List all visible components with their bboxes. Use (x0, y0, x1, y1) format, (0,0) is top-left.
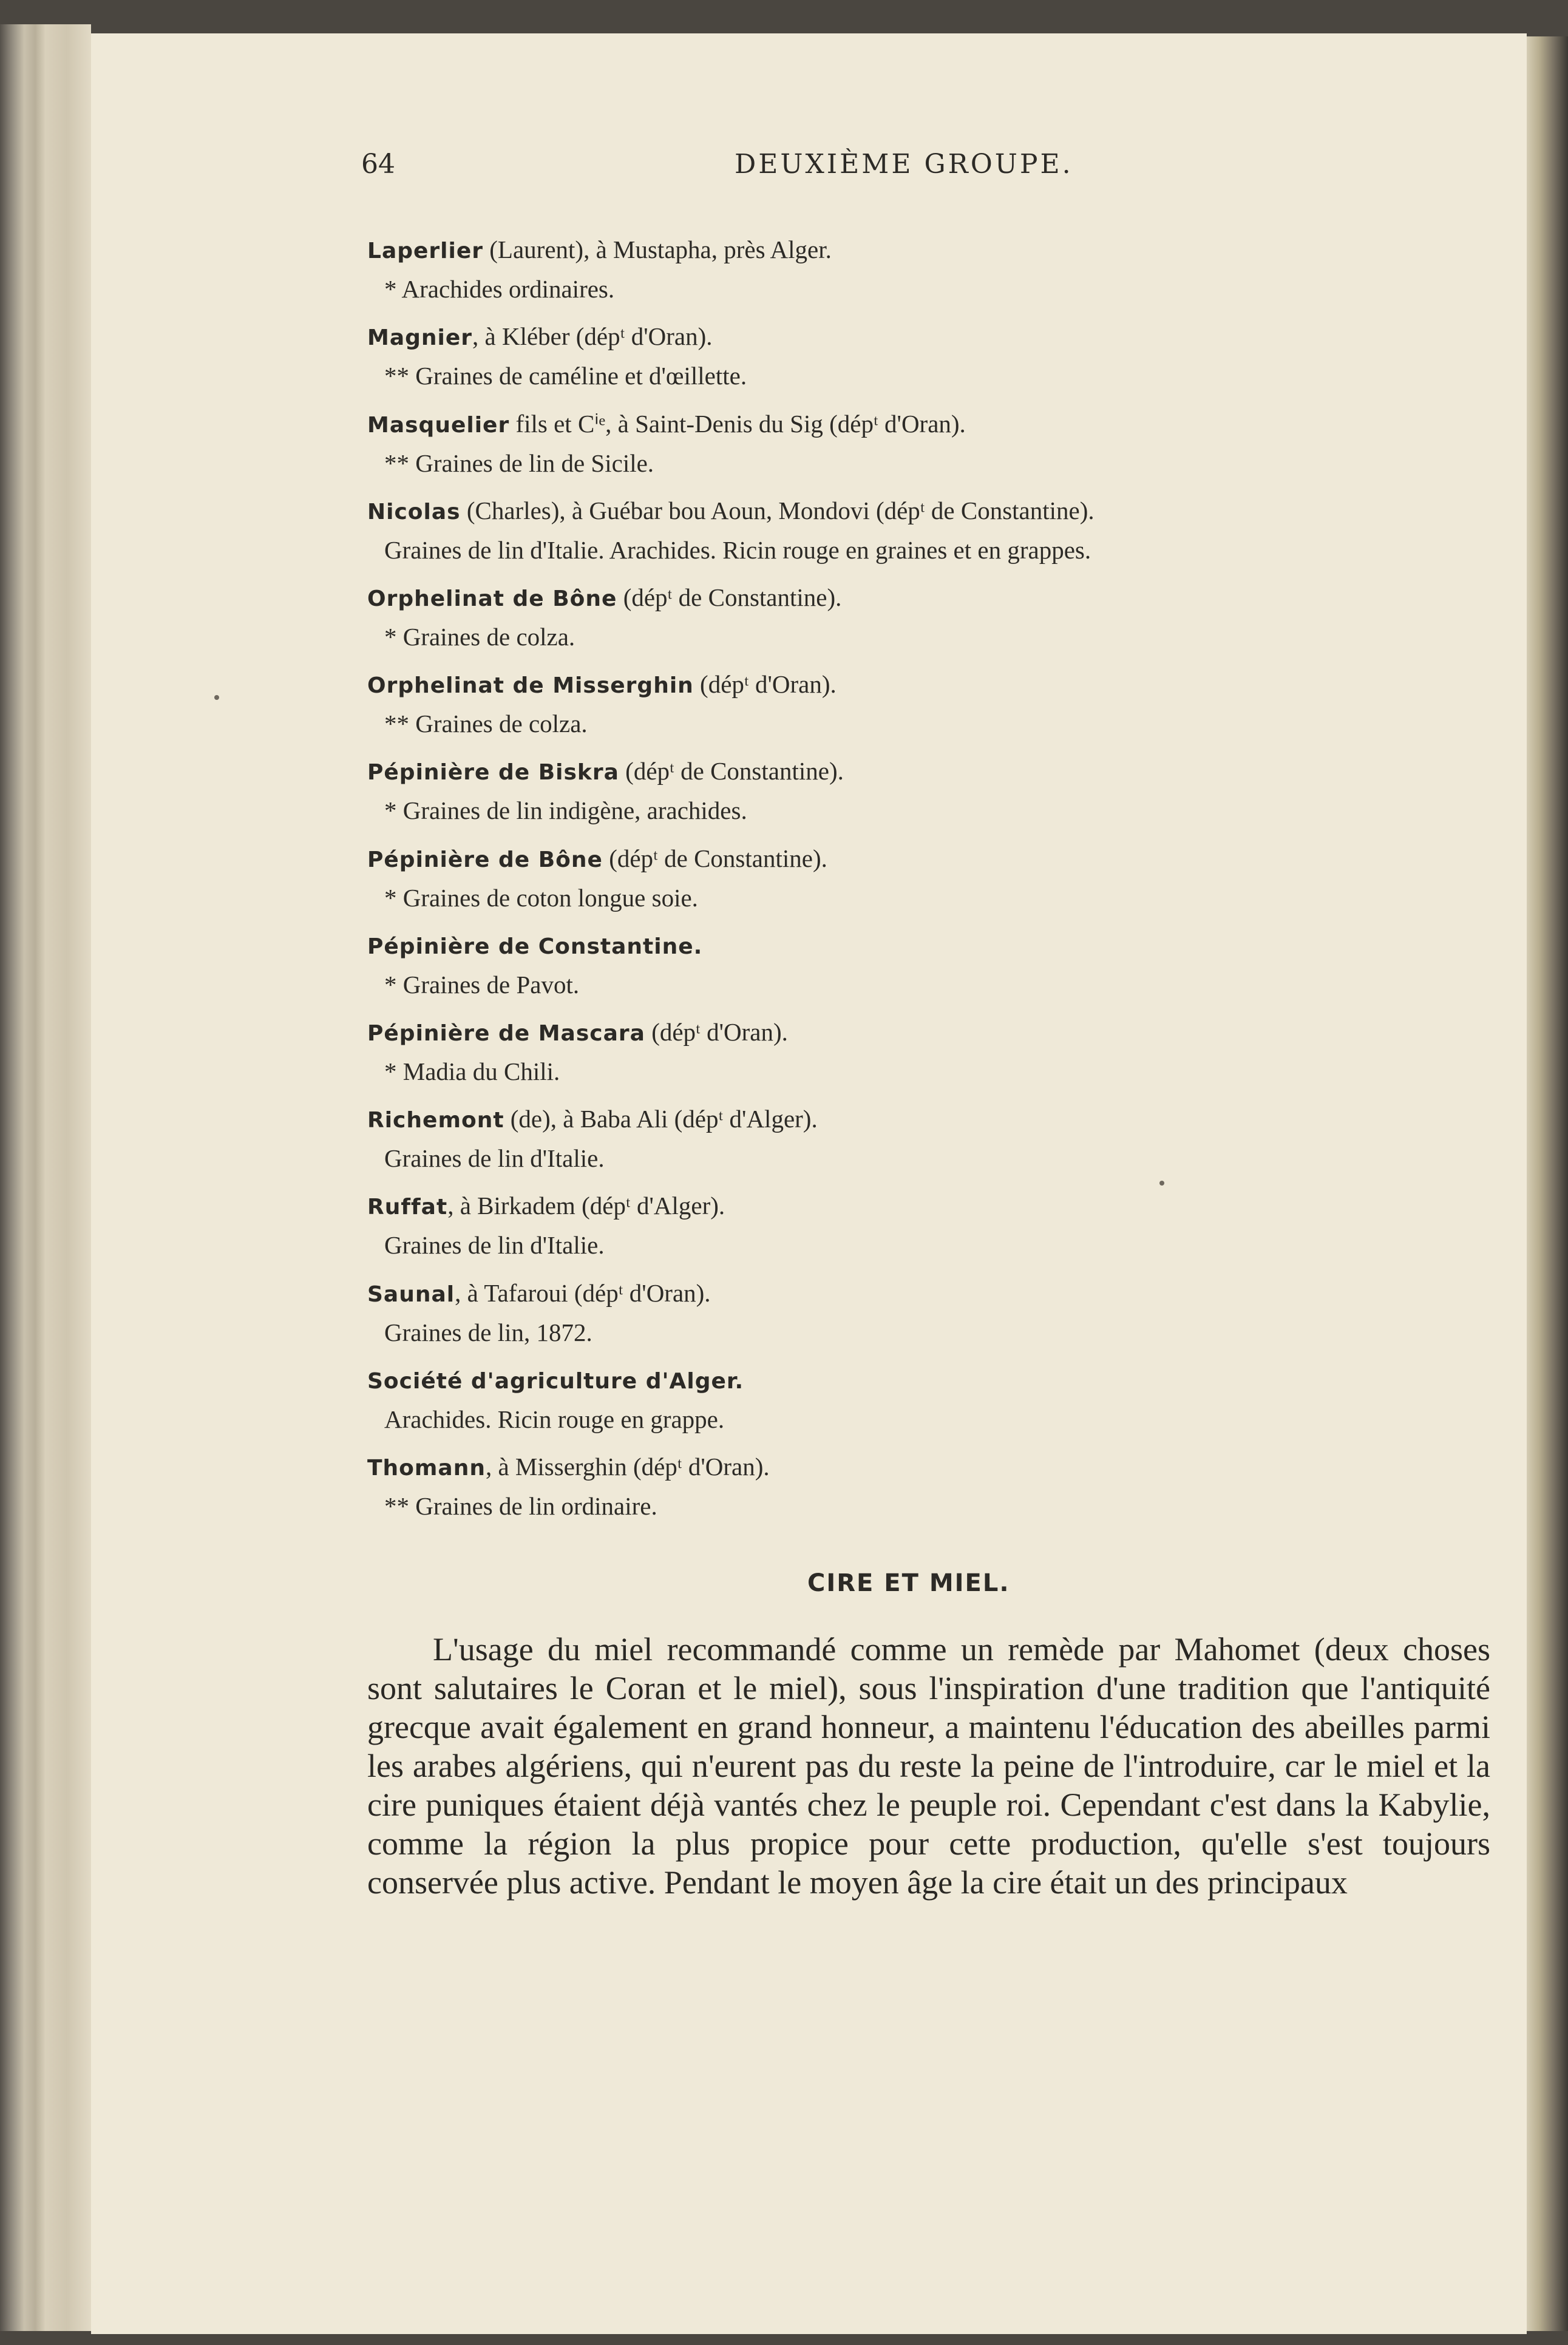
exhibitor-entry (367, 1187, 725, 1264)
exhibit-description: ** Graines de caméline et d'œillette. (384, 362, 747, 390)
exhibitor-name: Pépinière de Biskra (367, 760, 619, 785)
exhibitor-entry (367, 405, 966, 482)
page-edge (1526, 36, 1568, 2331)
exhibitor-name: Nicolas (367, 500, 461, 524)
exhibitor-entry (367, 231, 832, 308)
exhibitor-entry (367, 579, 841, 656)
exhibitor-location: , à Misserghin (dépᵗ d'Oran). (485, 1453, 770, 1481)
exhibitor-location: , à Tafaroui (dépᵗ d'Oran). (455, 1279, 711, 1307)
exhibitor-name: Ruffat (367, 1195, 448, 1220)
paper-speck (1159, 1181, 1164, 1186)
paper-speck (214, 695, 219, 700)
exhibitor-entry (367, 840, 827, 917)
exhibit-description: * Graines de colza. (384, 623, 575, 651)
exhibitor-entry (367, 317, 747, 395)
exhibitor-name: Orphelinat de Misserghin (367, 673, 694, 698)
exhibitor-entry (367, 1013, 788, 1090)
exhibitor-location: (dépᵗ d'Oran). (693, 670, 837, 698)
exhibitor-name: Orphelinat de Bône (367, 586, 617, 611)
exhibitor-name: Pépinière de Bône (367, 847, 603, 872)
page-number: 64 (361, 149, 395, 180)
exhibitor-entry (367, 1100, 818, 1177)
exhibitor-location: (Charles), à Guébar bou Aoun, Mondovi (dépᵗ de Constantine). (460, 497, 1095, 524)
exhibitor-location: (de), à Baba Ali (dépᵗ d'Alger). (504, 1105, 818, 1133)
exhibitor-entry (367, 1274, 711, 1351)
exhibit-description: Arachides. Ricin rouge en grappe. (384, 1405, 725, 1433)
exhibitor-entry (367, 1448, 770, 1525)
exhibitor-name: Pépinière de Mascara (367, 1021, 645, 1046)
exhibitor-location: (Laurent), à Mustapha, près Alger. (483, 236, 832, 263)
exhibitor-name: Pépinière de Constantine. (367, 934, 703, 959)
book-spine (0, 24, 91, 2331)
exhibitor-location: (dépᵗ de Constantine). (617, 583, 842, 611)
exhibit-description: Graines de lin d'Italie. (384, 1231, 605, 1259)
book-page (91, 33, 1527, 2334)
exhibitor-entry (367, 1361, 744, 1438)
exhibitor-name: Masquelier (367, 413, 510, 438)
exhibit-description: * Arachides ordinaires. (384, 275, 615, 303)
exhibitor-name: Thomann (367, 1456, 486, 1481)
exhibit-description: ** Graines de lin ordinaire. (384, 1492, 657, 1520)
exhibit-description: Graines de lin d'Italie. Arachides. Ricin rouge en graines et en grappes. (384, 536, 1091, 564)
exhibit-description: * Graines de lin indigène, arachides. (384, 796, 747, 824)
exhibitor-location: (dépᵗ de Constantine). (602, 844, 827, 872)
section-heading: CIRE ET MIEL. (807, 1569, 1010, 1597)
exhibitor-location: , à Kléber (dépᵗ d'Oran). (472, 322, 713, 350)
exhibitor-location: (dépᵗ de Constantine). (619, 757, 844, 785)
exhibitor-entry (367, 926, 702, 1003)
exhibit-description: * Graines de coton longue soie. (384, 884, 698, 912)
exhibit-description: ** Graines de lin de Sicile. (384, 449, 654, 477)
exhibitor-location: fils et Cⁱᵉ, à Saint-Denis du Sig (dépᵗ d'Oran). (509, 410, 966, 438)
exhibit-description: ** Graines de colza. (384, 710, 588, 738)
exhibitor-entry (367, 665, 837, 742)
exhibit-description: Graines de lin d'Italie. (384, 1144, 605, 1172)
exhibitor-entry (367, 752, 844, 829)
exhibit-description: * Graines de Pavot. (384, 971, 580, 999)
exhibit-description: * Madia du Chili. (384, 1057, 560, 1085)
exhibitor-name: Laperlier (367, 239, 484, 263)
exhibitor-name: Richemont (367, 1108, 504, 1133)
exhibitor-name: Magnier (367, 325, 473, 350)
exhibitor-location: (dépᵗ d'Oran). (645, 1018, 788, 1046)
body-paragraph: L'usage du miel recommandé comme un remède par Mahomet (deux choses sont salutaires le Coran et le miel), sous l'inspiration d'une tradition que l'antiquité grecque avait également en grand honneur, a maintenu l'éducation des abeilles parmi les arabes algériens, qui n'eurent pas du reste la peine de l'introduire, car le miel et la cire puniques étaient déjà vantés chez le peuple roi. Cependant c'est dans la Kabylie, comme la région la plus propice pour cette production, qu'elle s'est toujours conservée plus active. Pendant le moyen âge la cire était un des principaux (367, 1631, 1490, 1901)
exhibitor-name: Saunal (367, 1282, 455, 1307)
exhibitor-entry (367, 492, 1095, 569)
exhibit-description: Graines de lin, 1872. (384, 1318, 592, 1346)
exhibitor-name: Société d'agriculture d'Alger. (367, 1369, 744, 1394)
exhibitor-location: , à Birkadem (dépᵗ d'Alger). (447, 1192, 725, 1220)
running-header: DEUXIÈME GROUPE. (735, 149, 1073, 180)
